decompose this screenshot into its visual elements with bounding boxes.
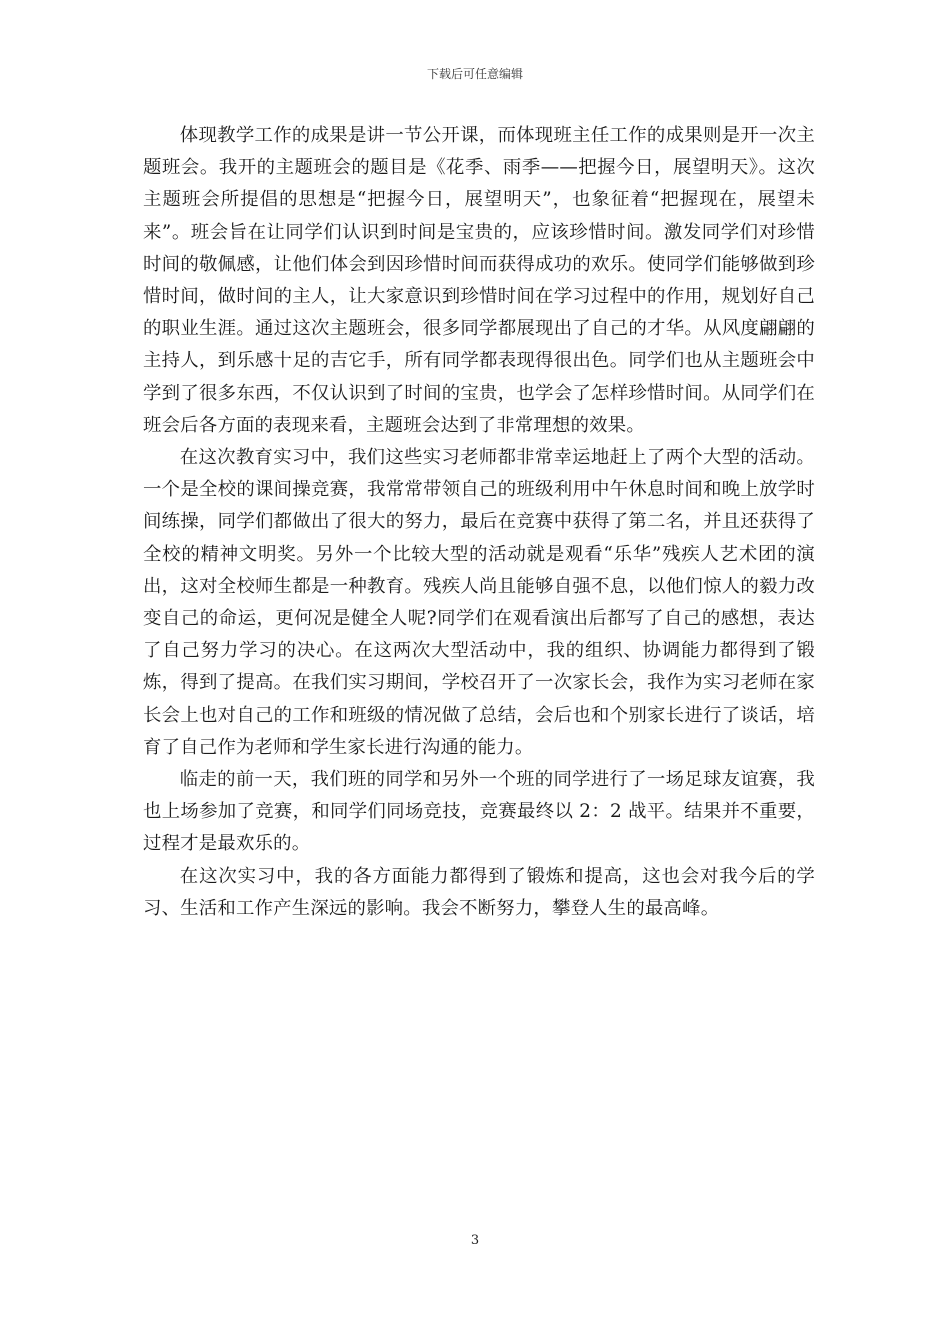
paragraph-class-meeting: 体现教学工作的成果是讲一节公开课，而体现班主任工作的成果则是开一次主题班会。我开的主题班会的题目是《花季、雨季——把握今日，展望明天》。这次主题班会所提倡的思想是“把握今日，展望明天”，也象征着“把握现在，展望未来”。班会旨在让同学们认识到时间是宝贵的，应该珍惜时间。激发同学们对珍惜时间的敬佩感，让他们体会到因珍惜时间而获得成功的欢乐。使同学们能够做到珍惜时间，做时间的主人，让大家意识到珍惜时间在学习过程中的作用，规划好自己的职业生涯。通过这次主题班会，很多同学都展现出了自己的才华。从风度翩翩的主持人，到乐感十足的吉它手，所有同学都表现得很出色。同学们也从主题班会中学到了很多东西，不仅认识到了时间的宝贵，也学会了怎样珍惜时间。从同学们在班会后各方面的表现来看，主题班会达到了非常理想的效果。	[143, 125, 815, 436]
paragraph-football-match: 临走的前一天，我们班的同学和另外一个班的同学进行了一场足球友谊赛，我也上场参加了竞赛，和同学们同场竞技，竞赛最终以 2：2 战平。结果并不重要，过程才是最欢乐的。	[143, 769, 815, 855]
document-body	[143, 120, 815, 925]
paragraph-conclusion: 在这次实习中，我的各方面能力都得到了锻炼和提高，这也会对我今后的学习、生活和工作产生深远的影响。我会不断努力，攀登人生的最高峰。	[143, 865, 815, 919]
paragraph-school-activities: 在这次教育实习中，我们这些实习老师都非常幸运地赶上了两个大型的活动。一个是全校的课间操竞赛，我常常带领自己的班级利用中午休息时间和晚上放学时间练操，同学们都做出了很大的努力，最后在竞赛中获得了第二名，并且还获得了全校的精神文明奖。另外一个比较大型的活动就是观看“乐华”残疾人艺术团的演出，这对全校师生都是一种教育。残疾人尚且能够自强不息，以他们惊人的毅力改变自己的命运，更何况是健全人呢?同学们在观看演出后都写了自己的感想，表达了自己努力学习的决心。在这两次大型活动中，我的组织、协调能力都得到了锻炼，得到了提高。在我们实习期间，学校召开了一次家长会，我作为实习老师在家长会上也对自己的工作和班级的情况做了总结，会后也和个别家长进行了谈话，培育了自己作为老师和学生家长进行沟通的能力。	[143, 447, 815, 758]
page-number: 3	[470, 1233, 480, 1248]
page-header: 下载后可任意编辑	[426, 67, 523, 81]
